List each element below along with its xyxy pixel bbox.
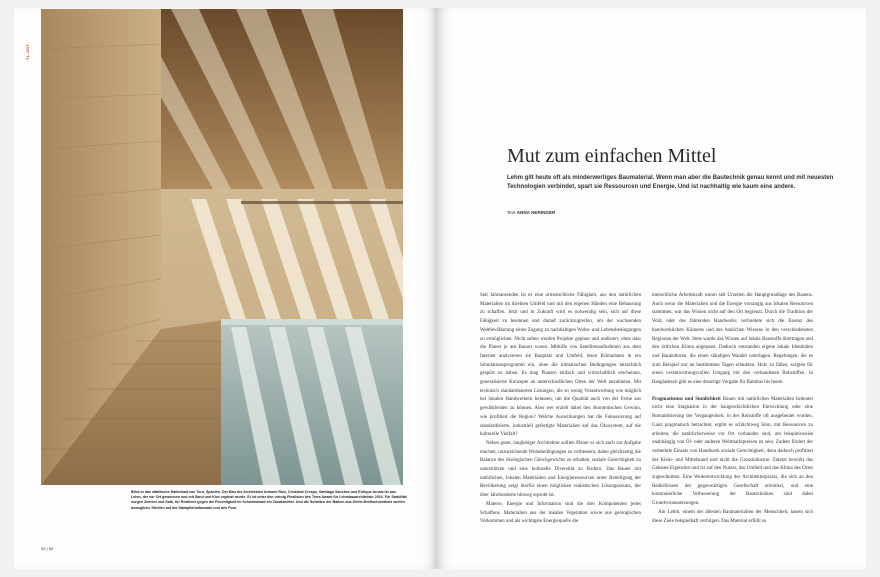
subheading: Pragmatismus und Sinnlichkeit [652,396,721,402]
paragraph: Neben guter, langlebiger Architektur sollten Planer es sich auch zur Aufgabe machen, unzureichende Wohnbedingungen zu verbessern, dabei gleichzeitig die Balance des ökologischen Gleichgewichts zu erhalten, soziale Gerechtigkeit zu unterstützen und eine kulturelle Diversität zu fördern. Das Bauen mit natürlichen, lokalen Materialien und Energieressourcen unter Beteiligung der Bevölkerung zeigt hierfür einen möglichen realistischen Lösungsansatz, der über Jahrhunderte hinweg erprobt ist. [480,440,641,499]
article-title: Mut zum einfachen Mittel [507,145,717,167]
architecture-photo [41,9,403,485]
paragraph: Seit Jahrtausenden ist es eine urmenschliche Fähigkeit, aus den natürlichen Materialien im direkten Umfeld und mit den eigenen Händen eine Behausung zu schaffen. Jetzt und in Zukunft wird es notwendig sein, sich auf diese Fähigkeit zu besinnen und darauf zurückzugreifen, um der wachsenden Weltbevölkerung einen Zugang zu nachhaltigen Wohn- und Lebensbedingungen zu ermöglichen. Nicht selten werden Projekte geplant und realisiert, ohne dass die Planer je am Bauort waren. Mithilfe von Satellitenaufnahmen aus dem Internet analysieren sie Bauplatz und Umfeld, lesen Klimadaten in ein Simulationsprogramm ein, ohne die klimatischen Bedingungen tatsächlich gespürt zu haben. Es mag Planern einfach und wirtschaftlich erscheinen, generalisierte Konzepte an unterschiedlichen Orten der Welt anzubieten. Mit technisch standardisierten Lösungen, die so wenig Verantwortung wie möglich bei lokalen Handwerkern belassen, um die Qualität auch von der Ferne aus gewährleisten zu können. Aber wer erzielt dabei den ökonomischen Gewinn, wie profitiert die Region? Welche Auswirkungen hat die Fokussierung auf standardisierte, industriell gefertigte Materialien auf das Ökosystem, auf die kulturelle Vielfalt? [480,293,641,438]
magazine-spread [14,8,866,569]
body-column-1 [480,292,641,527]
byline [507,210,555,215]
pool-hall-photo-icon [41,9,403,485]
body-column-2 [652,292,813,526]
paragraph-text: Bauen mit natürlichen Materialien bedeutet nicht eine Stagnation in der baugeschichtlichen Entwicklung oder eine Romantisierung der Vergangenheit, in der Rohstoffe oft ausgebeutet wurden. Ganz pragmatisch betrachtet, ergibt es schlichtweg Sinn, mit Ressourcen zu arbeiten, die natürlicherweise vor Ort vorhanden sind, um beispielsweise unabhängig von Öl- oder anderen Weltmarktpreisen zu sein. Zudem fördert der vermehrte Einsatz von Handwerk soziale Gerechtigkeit, denn dadurch profitiert der Klein- und Mittelstand und nicht die Grossindustrie. Zuletzt bewirkt das Gebaute Eigensinn und ist auf den Nutzer, das Umfeld und das Klima des Ortes zugeschnitten. Eine Weiterentwicklung der Architekturpraxis, die sich an den Bedürfnissen der gegenwärtigen Gesellschaft orientiert, und eine kontinuierliche Verbesserung der Bautechniken sind dabei Grundvoraussetzungen. [652,396,813,507]
paragraph: Materie, Energie und Information sind die drei Komponenten jedes Schaffens. Materialien aus der lokalen Vegetation sowie aus geologischen Vorkommen und als wichtigste Energiequelle die [480,501,641,525]
page-number: 52 | 53 [41,546,54,551]
paragraph: Am Lehm, einem der ältesten Baumaterialien der Menschheit, lassen sich diese Ziele beispielhaft verfolgen. Das Material erfüllt so [652,509,813,524]
paragraph-with-subhead [652,396,813,509]
paragraph: menschliche Arbeitskraft waren seit Urzeiten die Hauptgrundlage des Bauens. Auch wenn die Materialien und die Energie vorrangig aus lokalen Ressourcen stammten, war das Wissen nicht auf den Ort begrenzt. Durch die Tradition der Walz oder des fahrenden Handwerks verbreitete sich die Essenz des handwerklichen Könnens und des baulichen Wissens in den verschiedensten Regionen der Welt. Stets wurde das Wissen auf lokale Baustoffe übertragen und den örtlichen Klima angepasst. Dadurch entstanden eigene lokale Identitäten und Baukulturen, die einen ständigen Wandel unterlagen. Regelungen, die es zum Beispiel nur an bestimmten Tagen erlaubten, Holz zu fällen, sorgten für einen verantwortungsvollen Umgang mit den vorhandenen Rohstoffen. In Bangladesch gibt es eine derartige Vorgabe für Bambus bis heute. [652,293,813,386]
photo-caption: Blick in das städtische Hallenbad von Toro, Spanien. Der Bau der Architekten Antonio Ruiz, Cristóbal Crespo, Santiago Sánchez und Enrique Arnaiz ist aus Lehm, der vor Ort gewonnen und mit Sand und Kies ergänzt wurde. Er ist unter den vierzig Finalisten des Terra Award für Lehmbauarchitektur 2016. Für Stabilität sorgen Zement und Kalk, für Resilienz gegen die Feuchtigkeit im Schwimmbad ein Zusatzmittel. Und die Schatten der Balken aus Kiefer-Brettschichtholz werfen bewegliche Streifen auf die Stampflehmfassade und den Pool. [131,490,407,510]
byline-prefix: Text [507,210,516,215]
section-tag: TL:ART [25,43,30,60]
byline-author: ANNA HERINGER [516,210,556,215]
article-lead: Lehm gilt heute oft als minderwertiges Baumaterial. Wenn man aber die Bautechnik genau kennt und mit neuesten Technologien verbindet, spart sie Ressourcen und Energie. Und ist nachhaltig wie kaum eine andere. [507,175,834,190]
right-page [437,8,866,569]
left-page [14,8,437,569]
